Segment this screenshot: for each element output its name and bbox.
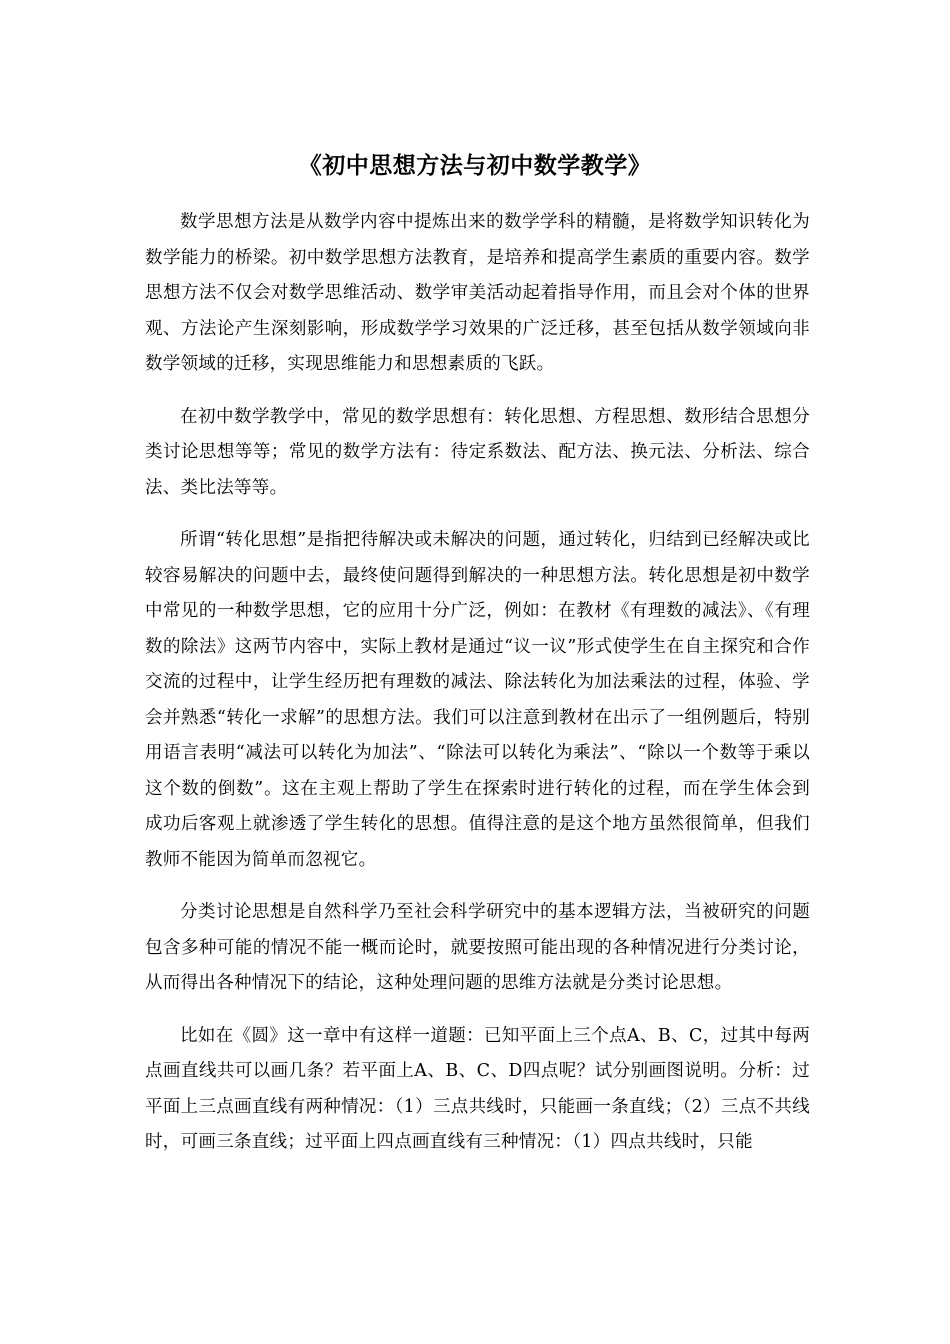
paragraph-transformation: 所谓“转化思想”是指把待解决或未解决的问题，通过转化，归结到已经解决或比较容易解决的问题中去，最终使问题得到解决的一种思想方法。转化思想是初中数学中常见的一种数学思想，它的应用十分广泛，例如：在教材《有理数的减法》、《有理数的除法》这两节内容中，实际上教材是通过“议一议”形式使学生在自主探究和合作交流的过程中，让学生经历把有理数的减法、除法转化为加法乘法的过程，体验、学会并熟悉“转化一求解”的思想方法。我们可以注意到教材在出示了一组例题后，特别用语言表明“减法可以转化为加法”、“除法可以转化为乘法”、“除以一个数等于乘以这个数的倒数”。这在主观上帮助了学生在探索时进行转化的过程，而在学生体会到成功后客观上就渗透了学生转化的思想。值得注意的是这个地方虽然很简单，但我们教师不能因为简单而忽视它。 — [145, 530, 810, 870]
document-body — [145, 205, 810, 1178]
paragraph-example: 比如在《圆》这一章中有这样一道题：已知平面上三个点A、B、C，过其中每两点画直线共可以画几条？若平面上A、B、C、D四点呢？试分别画图说明。分析：过平面上三点画直线有两种情况：（1）三点共线时，只能画一条直线；（2）三点不共线时，可画三条直线；过平面上四点画直线有三种情况：（1）四点共线时，只能 — [145, 1025, 810, 1152]
paragraph-common-methods: 在初中数学教学中，常见的数学思想有：转化思想、方程思想、数形结合思想分类讨论思想等等；常见的数学方法有：待定系数法、配方法、换元法、分析法、综合法、类比法等等。 — [145, 406, 810, 498]
paragraph-intro: 数学思想方法是从数学内容中提炼出来的数学学科的精髓，是将数学知识转化为数学能力的桥梁。初中数学思想方法教育，是培养和提高学生素质的重要内容。数学思想方法不仅会对数学思维活动、数学审美活动起着指导作用，而且会对个体的世界观、方法论产生深刻影响，形成数学学习效果的广泛迁移，甚至包括从数学领域向非数学领域的迁移，实现思维能力和思想素质的飞跃。 — [145, 212, 810, 374]
document-title: 《初中思想方法与初中数学教学》 — [298, 152, 652, 179]
paragraph-classification: 分类讨论思想是自然科学乃至社会科学研究中的基本逻辑方法，当被研究的问题包含多种可能的情况不能一概而论时，就要按照可能出现的各种情况进行分类讨论，从而得出各种情况下的结论，这种处理问题的思维方法就是分类讨论思想。 — [145, 902, 810, 993]
